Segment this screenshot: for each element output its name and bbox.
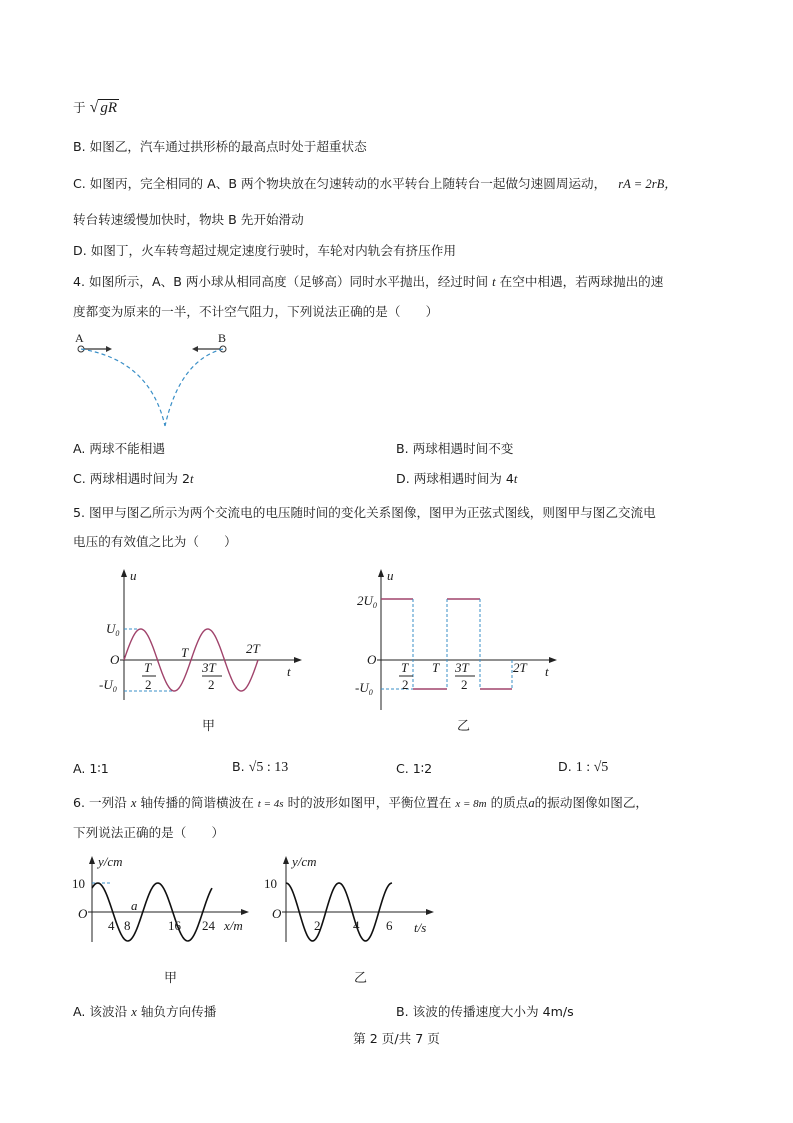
- q6-stem-line2: 下列说法正确的是（ ）: [73, 825, 225, 840]
- svg-text:6: 6: [386, 918, 393, 933]
- ball-a-label: A: [75, 331, 84, 345]
- page-footer: 第 2 页/共 7 页: [353, 1031, 440, 1046]
- q5-graph-jia: [80, 565, 310, 740]
- ball-b-label: B: [218, 331, 227, 345]
- svg-text:-U0: $-U_0$: [99, 677, 117, 694]
- svg-text:2: 2: [402, 677, 409, 692]
- svg-text:O: O: [110, 652, 120, 667]
- svg-text:4: 4: [353, 918, 360, 933]
- q4-option-a: A. 两球不能相遇: [73, 441, 165, 456]
- q6-graph-yi: [262, 850, 442, 990]
- svg-text:T: T: [401, 660, 409, 675]
- q6-option-a: A. 该波沿 x 轴负方向传播: [73, 1004, 217, 1019]
- svg-text:t/s: t/s: [414, 920, 427, 935]
- q5-graph-yi: [335, 565, 565, 740]
- q5-option-a: A. 1∶1: [73, 761, 109, 776]
- svg-text:t: t: [545, 664, 549, 679]
- q6-graph-jia: [72, 850, 262, 990]
- q3-option-d: D. 如图丁，火车转弯超过规定速度行驶时，车轮对内轨会有挤压作用: [73, 243, 456, 258]
- svg-text:乙: 乙: [457, 718, 471, 733]
- svg-text:2T: 2T: [513, 660, 527, 675]
- q6-stem-line1: 6. 一列沿 x 轴传播的简谐横波在 t = 4s 时的波形如图甲，平衡位置在 x = 8m 的质点a的振动图像如图乙，: [73, 795, 648, 810]
- svg-text:O: O: [272, 906, 282, 921]
- svg-text:2U0: $2U_0$: [357, 593, 377, 610]
- svg-text:u: u: [130, 568, 137, 583]
- svg-text:3T: 3T: [455, 660, 469, 675]
- sqrt-gr: gR: [100, 100, 118, 116]
- q4-option-d: D. 两球相遇时间为 4t: [396, 471, 518, 486]
- q6-option-b: B. 该波的传播速度大小为 4m/s: [396, 1004, 574, 1019]
- svg-text:T: T: [144, 660, 152, 675]
- svg-text:U0: $U_0$: [106, 621, 120, 638]
- svg-text:O: O: [367, 652, 377, 667]
- svg-text:10: 10: [72, 876, 85, 891]
- svg-text:4: 4: [108, 918, 115, 933]
- svg-text:甲: 甲: [164, 970, 178, 985]
- svg-text:x/m: x/m: [224, 918, 243, 933]
- svg-text:甲: 甲: [202, 718, 216, 733]
- point-a-label: a: [131, 898, 138, 913]
- q5-option-d: D. 1 : √5: [558, 759, 609, 775]
- q4-stem-line2: 度都变为原来的一半，不计空气阻力，下列说法正确的是（ ）: [73, 304, 439, 319]
- svg-text:2T: 2T: [246, 641, 260, 656]
- q4-stem-line1: 4. 如图所示，A、B 两小球从相同高度（足够高）同时水平抛出，经过时间 t 在空中相遇，若两球抛出的速: [73, 274, 664, 289]
- q5-option-b: B. √5 : 13: [232, 759, 289, 775]
- svg-text:24: 24: [202, 918, 215, 933]
- svg-text:10: 10: [264, 876, 277, 891]
- svg-text:-U0: $-U_0$: [355, 680, 373, 697]
- radius-relation: rA = 2rB，: [618, 177, 677, 191]
- q3-option-c-line2: 转台转速缓慢加快时，物块 B 先开始滑动: [73, 212, 304, 227]
- q4-option-c: C. 两球相遇时间为 2t: [73, 471, 194, 486]
- q3-option-c-line1: C. 如图丙，完全相同的 A、B 两个物块放在匀速转动的水平转台上随转台一起做匀速圆周运动， rA = 2rB，: [73, 176, 677, 191]
- q4-projectile-figure: [70, 330, 240, 430]
- q3-option-a-tail: 于 √ gR: [73, 99, 118, 116]
- svg-text:y/cm: y/cm: [292, 854, 317, 869]
- svg-text:u: u: [387, 568, 394, 583]
- svg-text:3T: 3T: [202, 660, 216, 675]
- q5-stem-line1: 5. 图甲与图乙所示为两个交流电的电压随时间的变化关系图像，图甲为正弦式图线，则图甲与图乙交流电: [73, 505, 656, 520]
- svg-text:T: T: [432, 660, 440, 675]
- svg-text:2: 2: [461, 677, 468, 692]
- svg-text:8: 8: [124, 918, 131, 933]
- svg-text:2: 2: [314, 918, 321, 933]
- svg-text:16: 16: [168, 918, 181, 933]
- q5-stem-line2: 电压的有效值之比为（ ）: [73, 534, 237, 549]
- svg-text:T: T: [181, 645, 189, 660]
- svg-text:乙: 乙: [354, 970, 368, 985]
- svg-text:2: 2: [208, 677, 215, 692]
- svg-text:2: 2: [145, 677, 152, 692]
- trajectory-a: [81, 349, 165, 426]
- q5-option-c: C. 1∶2: [396, 761, 433, 776]
- svg-text:y/cm: y/cm: [98, 854, 123, 869]
- q3-option-b: B. 如图乙，汽车通过拱形桥的最高点时处于超重状态: [73, 139, 367, 154]
- svg-text:t: t: [287, 664, 291, 679]
- trajectory-b: [165, 349, 223, 426]
- q4-option-b: B. 两球相遇时间不变: [396, 441, 514, 456]
- svg-text:O: O: [78, 906, 88, 921]
